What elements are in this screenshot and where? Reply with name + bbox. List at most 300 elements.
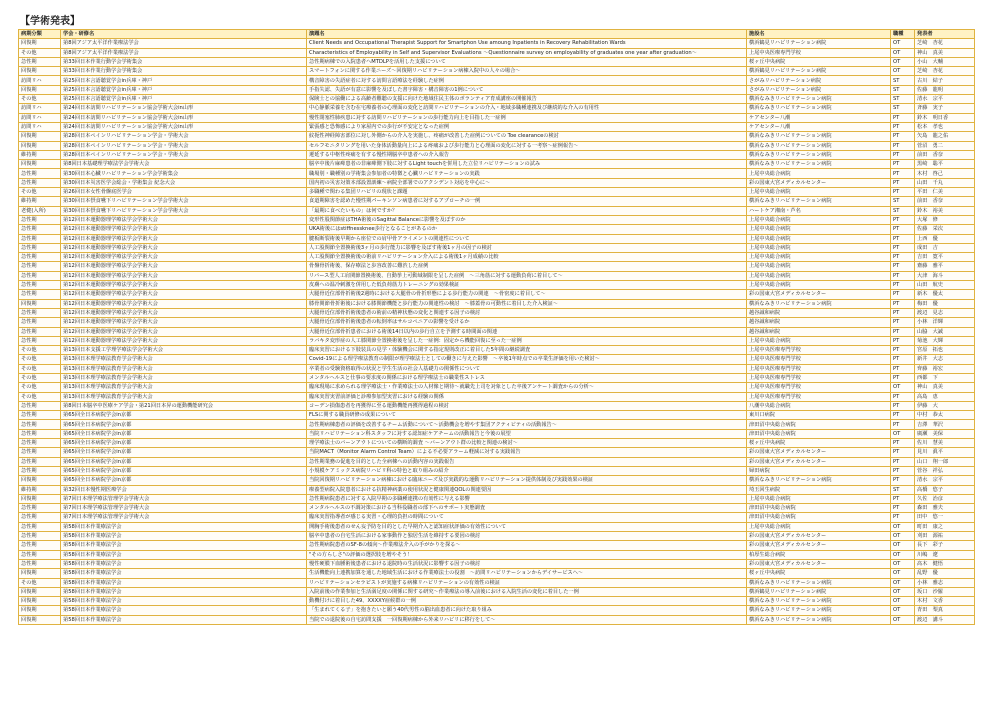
cell-job-type: OT [891,615,915,624]
cell-conference: 第25回日本言語聴覚学会in兵庫・神戸 [61,85,307,94]
table-row [19,85,975,94]
cell-conference: 第28回日本ペインリハビリテーション学会・学術大会 [61,141,307,150]
cell-facility: 上尾中央医療専門学校 [747,48,891,57]
cell-conference: 第58回日本作業療法学会 [61,578,307,587]
document-page [18,14,974,625]
cell-presenter: 前田 香奈 [915,150,975,159]
cell-job-type: PT [891,281,915,290]
cell-presenter: 矢島 龍之佑 [915,132,975,141]
cell-stage: 急性期 [19,234,61,243]
cell-job-type: OT [891,578,915,587]
cell-facility: 桜ヶ丘中央病院 [747,439,891,448]
table-row [19,39,975,48]
table-row [19,476,975,485]
cell-presenter: 町田 康之 [915,522,975,531]
cell-presentation-title: 食道期障害を認めた慢性期パーキンソン病患者に対するアプローチの一例 [307,197,747,206]
cell-presentation-title: 臨床現場に求められる理学療法士・作業療法士の人材像と期待～就職先上司を対象とした卒後アンケート調査からの分析～ [307,383,747,392]
cell-facility: 越谷誠和病院 [747,318,891,327]
cell-conference: 第30回日本災害医学会総会・学術集会 紀念大会 [61,178,307,187]
header-stage: 病期分類 [19,30,61,39]
table-row [19,197,975,206]
cell-stage: 急性期 [19,243,61,252]
cell-facility: 彩の国東大宮メディカルセンター [747,178,891,187]
cell-facility: 横浜なみきリハビリテーション病院 [747,132,891,141]
cell-stage: 急性期 [19,513,61,522]
header-facility: 施設名 [747,30,891,39]
table-row [19,262,975,271]
header-conference: 学会・研修名 [61,30,307,39]
cell-job-type: PT [891,308,915,317]
table-row [19,104,975,113]
table-row [19,281,975,290]
cell-stage: その他 [19,392,61,401]
cell-stage: 回復期 [19,160,61,169]
cell-presentation-title: "その方らしさ"の評価の選択肢を増やそう！ [307,550,747,559]
table-row [19,373,975,382]
cell-presentation-title: 職場別・職種別の学術集会参加者の特徴と心臓リハビリテーションの実践 [307,169,747,178]
cell-conference: 第13回日本理学療法教育学会学術大会 [61,383,307,392]
cell-presentation-title: 入院前後の作業参加と生活満足度の関係に関する研究～作業療法の導入前後における入院生活の変化に着目した一例 [307,587,747,596]
cell-conference: 第58回日本作業療法学会 [61,532,307,541]
cell-facility: 横浜なみきリハビリテーション病院 [747,141,891,150]
cell-conference: 第12回日本運動器理学療法学会学術大会 [61,271,307,280]
cell-presentation-title: 急性期病棟患者の評価を改善するチーム活動について～活動機会を増やす集団アクティビティの活動報告～ [307,420,747,429]
cell-presentation-title: 紋扼性神経障害部位に対し外側からの介入を実施し、疼痛が改善した症例についての Toe clearanceの検討 [307,132,747,141]
table-row [19,113,975,122]
table-row [19,485,975,494]
header-job-type: 職種 [891,30,915,39]
cell-job-type: OT [891,597,915,606]
cell-presentation-title: 膝骨関節骨折術後における膝関節機能と歩行能力の関連性の検討 ～膝蓋骨の可動性に着目した介入検証～ [307,299,747,308]
cell-presenter: 刈田 源祐 [915,532,975,541]
table-row [19,448,975,457]
cell-stage: 回復期 [19,299,61,308]
cell-stage: その他 [19,346,61,355]
cell-conference: 第33回日本作業行動学会学術集会 [61,67,307,76]
cell-presentation-title: UKA術後にはstiffnessknee歩行となることがあるのか [307,225,747,234]
cell-presentation-title: Client Needs and Occupational Therapist Support for Smartphon Use amoung Inpatients in Recovery Rehabilitation Wards [307,39,747,48]
table-row [19,141,975,150]
cell-presenter: 中村 恭太 [915,411,975,420]
cell-job-type: PT [891,401,915,410]
cell-conference: 第12回日本運動器理学療法学会学術大会 [61,262,307,271]
cell-conference: 第65回全日本病院学会in京都 [61,411,307,420]
cell-presenter: 吉澤 華沢 [915,420,975,429]
cell-conference: 第65回全日本病院学会in京都 [61,448,307,457]
cell-stage: 急性期 [19,290,61,299]
cell-conference: 第58回日本作業療法学会 [61,569,307,578]
cell-facility: 横浜鶴見リハビリテーション病院 [747,67,891,76]
cell-job-type: OT [891,541,915,550]
cell-conference: 第58回日本作業療法学会 [61,615,307,624]
cell-stage: 急性期 [19,225,61,234]
cell-presenter: 芝崎 杏花 [915,39,975,48]
cell-presenter: 乱野 優 [915,569,975,578]
cell-presentation-title: 理学療法士のバーンアウトについての横断的調査 ～バーンアウト群の比較と関連の検討～ [307,439,747,448]
table-row [19,271,975,280]
cell-presenter: 佐川 慧美 [915,439,975,448]
cell-presentation-title: スマートフォンに関する作業ニーズ～回復期リハビリテーション病棟入院中の人々の場合～ [307,67,747,76]
cell-presenter: 鈴木 裕美 [915,206,975,215]
cell-facility: 津田沼中央総合病院 [747,504,891,513]
cell-stage: 回復期 [19,615,61,624]
table-row [19,364,975,373]
table-row [19,439,975,448]
table-row [19,494,975,503]
cell-stage: 回復期 [19,85,61,94]
cell-facility: 横浜なみきリハビリテーション病院 [747,95,891,104]
cell-stage: 回復期 [19,141,61,150]
cell-facility: 横浜鶴見リハビリテーション病院 [747,39,891,48]
cell-job-type: PT [891,150,915,159]
cell-facility: 八潮中央総合病院 [747,401,891,410]
cell-conference: 第12回日本運動器理学療法学会学術大会 [61,215,307,224]
cell-presentation-title: 臨床実習実習前評価と診療参加型実習における経験の関係 [307,392,747,401]
cell-conference: 第12回日本運動器理学療法学会学術大会 [61,308,307,317]
cell-job-type: ST [891,104,915,113]
cell-stage: 維持期 [19,150,61,159]
cell-job-type: PT [891,476,915,485]
cell-stage: 維持期 [19,485,61,494]
cell-conference: 第24回日本訪問リハビリテーション協会学術大会in山形 [61,122,307,131]
table-row [19,48,975,57]
cell-presenter: 新井 大志 [915,355,975,364]
table-row [19,132,975,141]
cell-presentation-title: 開胸手術後患者のせん妄予防を目的とした早期介入と認知症状評価の有効性について [307,522,747,531]
cell-facility: 柏厚生総合病院 [747,550,891,559]
table-row [19,76,975,85]
cell-facility: 横浜なみきリハビリテーション病院 [747,197,891,206]
cell-conference: 第8回日本基礎理学療法学会学術大会 [61,160,307,169]
cell-conference: 第13回日本理学療法教育学会学術大会 [61,392,307,401]
cell-presentation-title: メンタルヘルスの不調対策における当科役職者の部下へのサポート実態調査 [307,504,747,513]
table-row [19,420,975,429]
cell-conference: 第13回日本理学療法教育学会学術大会 [61,355,307,364]
table-row [19,355,975,364]
cell-job-type: PT [891,392,915,401]
table-row [19,541,975,550]
cell-facility: 横浜なみきリハビリテーション病院 [747,160,891,169]
table-row [19,95,975,104]
cell-presentation-title: 中心静脈栄養を含む在宅療養者の心理面の変化と訪問リハビリテーションの介入・地域多職種連携及び継続的な介入の有用性 [307,104,747,113]
cell-job-type: PT [891,494,915,503]
cell-presentation-title: 変形性股関節症はTHA術後のSagittal Balanceに影響を及ぼすのか [307,215,747,224]
cell-presenter: 黒崎 聡平 [915,160,975,169]
cell-presentation-title: リハビリテーションセラピストが実施する病棟リハビリテーションの有効性の検証 [307,578,747,587]
cell-stage: 急性期 [19,439,61,448]
cell-presentation-title: 急性期病棟での入院患者へMTDLPを活用した支援について [307,57,747,66]
cell-job-type: PT [891,504,915,513]
table-row [19,150,975,159]
cell-presenter: 森田 雅夫 [915,504,975,513]
cell-stage: 急性期 [19,178,61,187]
cell-job-type: OT [891,383,915,392]
cell-presentation-title: リバース型人工肩関節置換術後、自動挙上可動域制限を呈した症例 ～三角筋に対する運動負荷に着目して～ [307,271,747,280]
cell-presentation-title: 大腿骨近位部骨折患者における術後14日以内の歩行自立を予測する時間面の関連 [307,327,747,336]
table-row [19,513,975,522]
cell-conference: 第65回全日本病院学会in京都 [61,439,307,448]
cell-presentation-title: 骨盤骨折術後、保存療法と歩容改善に難渋した症例 [307,262,747,271]
cell-presentation-title: 臨床実習における下肢装具の見学・体験機会に関する指定規則改正に着目した5年間の継続調査 [307,346,747,355]
cell-presentation-title: Covid-19による理学療法教育の制限が理学療法士としての働きに与えた影響 ～卒後1年時点での卒業生評価を用いた検討～ [307,355,747,364]
cell-facility: 横浜鶴見リハビリテーション病院 [747,587,891,596]
table-row [19,160,975,169]
table-row [19,169,975,178]
table-row [19,327,975,336]
cell-job-type: OT [891,559,915,568]
table-row [19,597,975,606]
cell-stage: 訪問リハ [19,104,61,113]
cell-job-type: PT [891,290,915,299]
cell-facility: ケアセンター八潮 [747,113,891,122]
cell-presenter: 西都 下 [915,373,975,382]
table-row [19,522,975,531]
cell-conference: 第13回日本理学療法教育学会学術大会 [61,364,307,373]
cell-stage: その他 [19,48,61,57]
cell-conference: 第12回日本運動器理学療法学会学術大会 [61,253,307,262]
cell-presentation-title: 急性期病院患者のSF-8の傾向～作業療法介入の手がかりを探る～ [307,541,747,550]
cell-presentation-title: 手指失認、失語が有意に影響を及ぼした書字障害・構音障害の1例について [307,85,747,94]
cell-facility: 桜ヶ丘中央病院 [747,569,891,578]
cell-conference: 第12回日本運動器理学療法学会学術大会 [61,234,307,243]
cell-presentation-title: 国内初の災害対策本部設置訓練～病院全部署でのアクシデント対応を中心に～ [307,178,747,187]
cell-presenter: 木村 啓己 [915,169,975,178]
cell-facility: 婦田病院 [747,466,891,475]
cell-job-type: OT [891,57,915,66]
cell-facility: 上尾中央総合病院 [747,522,891,531]
cell-facility: 埼玉回生病院 [747,485,891,494]
cell-presenter: 小山 大輔 [915,57,975,66]
cell-facility: 津田沼中央総合病院 [747,429,891,438]
cell-job-type: PT [891,141,915,150]
cell-job-type: PT [891,466,915,475]
cell-facility: 上尾中央医療専門学校 [747,373,891,382]
cell-presentation-title: 当院リハビリテーション科スタッフに対する認知症ケアチームの活動報告と今後の展望 [307,429,747,438]
cell-conference: 第12回日本運動器理学療法学会学術大会 [61,281,307,290]
cell-stage: 急性期 [19,420,61,429]
cell-job-type: OT [891,429,915,438]
cell-presenter: 渡辺 見志 [915,308,975,317]
cell-stage: 回復期 [19,569,61,578]
cell-presentation-title: 「最期に食べたいもの」は何ですか？ [307,206,747,215]
cell-presenter: 伊藤 大 [915,401,975,410]
table-row [19,299,975,308]
cell-presentation-title: 療養型病院入院患者における抗精神病薬の使用状況と健康関連QOLの関連要因 [307,485,747,494]
cell-presenter: 久佐 治彦 [915,494,975,503]
cell-facility: 桜ヶ丘中央病院 [747,57,891,66]
cell-conference: 第13回日本支援工学理学療法学会学術大会 [61,346,307,355]
cell-facility: 越谷誠和病院 [747,327,891,336]
cell-presenter: 宮原 拓也 [915,346,975,355]
table-row [19,411,975,420]
table-row [19,532,975,541]
cell-conference: 第58回日本作業療法学会 [61,541,307,550]
cell-stage: 回復期 [19,606,61,615]
table-row [19,253,975,262]
cell-presenter: 齊藤 裕宏 [915,364,975,373]
cell-presentation-title: 卒業者の受験資格取得の状況と学生生活の社会人基礎力の関係性について [307,364,747,373]
cell-facility: 上尾中央医療専門学校 [747,383,891,392]
cell-job-type: PT [891,178,915,187]
cell-job-type: ST [891,95,915,104]
cell-job-type: PT [891,513,915,522]
cell-conference: 第13回日本理学療法教育学会学術大会 [61,373,307,382]
cell-presenter: 菅沼 勇二 [915,141,975,150]
cell-facility: 横浜なみきリハビリテーション病院 [747,597,891,606]
cell-stage: 急性期 [19,448,61,457]
cell-facility: 越谷誠和病院 [747,308,891,317]
cell-presenter: 芝崎 杏花 [915,67,975,76]
cell-presenter: 菅谷 祥弘 [915,466,975,475]
cell-presenter: 小林 雅志 [915,578,975,587]
cell-conference: 第30回日本摂食嚥下リハビリテーション学会学術大会 [61,197,307,206]
cell-presenter: 山口 翔一郎 [915,457,975,466]
cell-job-type: OT [891,550,915,559]
cell-facility: 上尾中央総合病院 [747,336,891,345]
cell-facility: 彩の国東大宮メディカルセンター [747,448,891,457]
cell-job-type: ST [891,76,915,85]
cell-facility: ハートケア湘南・芦名 [747,206,891,215]
cell-conference: 第58回日本作業療法学会 [61,606,307,615]
cell-stage: 訪問リハ [19,113,61,122]
cell-facility: さがみリハビリテーション病院 [747,85,891,94]
cell-facility: 彩の国東大宮メディカルセンター [747,541,891,550]
cell-job-type: PT [891,160,915,169]
cell-presenter: 古川 結子 [915,76,975,85]
cell-facility: 上尾中央総合病院 [747,215,891,224]
cell-presenter: 長下 彩子 [915,541,975,550]
cell-presenter: 斉藤 実子 [915,104,975,113]
table-row [19,215,975,224]
cell-conference: 第26回日本女性骨盤底医学会 [61,188,307,197]
table-row [19,578,975,587]
cell-presentation-title: 小規模ケアミックス病院リハビリ科の特色と取り組みの紹介 [307,466,747,475]
cell-stage: 回復期 [19,597,61,606]
table-row [19,225,975,234]
cell-facility: 津田沼中央総合病院 [747,513,891,522]
cell-presenter: 清水 宗平 [915,476,975,485]
cell-presentation-title: 大腿骨近位部骨折術後2週時における大腿骨の骨折形態による歩行能力の関連 ～骨密度に着目して～ [307,290,747,299]
cell-conference: 第58回日本作業療法学会 [61,550,307,559]
table-row [19,401,975,410]
cell-job-type: PT [891,234,915,243]
cell-presentation-title: 当院での退院後の自宅訪問支援 一回復期病棟から外来リハビリに移行をして～ [307,615,747,624]
cell-facility: 上尾中央総合病院 [747,253,891,262]
table-row [19,392,975,401]
cell-job-type: PT [891,215,915,224]
cell-conference: 第12回日本運動器理学療法学会学術大会 [61,318,307,327]
cell-presenter: 渡辺 講斗 [915,615,975,624]
cell-job-type: ST [891,206,915,215]
cell-presenter: 髙木 健悟 [915,559,975,568]
cell-conference: 第32回日本慢性期医療学会 [61,485,307,494]
cell-presentation-title: 保険士との協働による高齢者難聴の支援に向けた地域住民主体のボランティア育成講座の開催報告 [307,95,747,104]
cell-presentation-title: 脳卒中後片麻痺患者の非麻痺側下肢に対するLight touchを併用した立位リハビリテーションの試み [307,160,747,169]
cell-job-type: PT [891,439,915,448]
table-row [19,466,975,475]
cell-conference: 第58回日本作業療法学会 [61,597,307,606]
cell-conference: 第12回日本運動器理学療法学会学術大会 [61,290,307,299]
cell-stage: 急性期 [19,215,61,224]
cell-presenter: 神山 真美 [915,383,975,392]
cell-presentation-title: 当院MACT（Monitor Alarm Control Team）による不必要アラーム軽減に対する実践報告 [307,448,747,457]
cell-presenter: 見川 眞平 [915,448,975,457]
table-row [19,615,975,624]
header-presentation-title: 演題名 [307,30,747,39]
cell-stage: 急性期 [19,308,61,317]
cell-stage: 急性期 [19,281,61,290]
cell-presenter: 平田 仁美 [915,188,975,197]
cell-job-type: PT [891,122,915,131]
cell-presenter: 前田 香奈 [915,197,975,206]
cell-job-type: ST [891,197,915,206]
cell-facility: さがみリハビリテーション病院 [747,76,891,85]
cell-job-type: OT [891,522,915,531]
cell-stage: 急性期 [19,429,61,438]
cell-facility: 横浜なみきリハビリテーション病院 [747,615,891,624]
cell-stage: 回復期 [19,39,61,48]
table-row [19,587,975,596]
cell-conference: 第7回日本理学療法管理学会学術大会 [61,494,307,503]
cell-stage: その他 [19,578,61,587]
cell-conference: 第25回日本言語聴覚学会in兵庫・神戸 [61,95,307,104]
cell-conference: 第8回アジア太平洋作業療法学会 [61,39,307,48]
cell-facility: 彩の国東大宮メディカルセンター [747,559,891,568]
cell-presenter: 吉田 寛平 [915,253,975,262]
cell-stage: 急性期 [19,318,61,327]
cell-facility: 横浜なみきリハビリテーション病院 [747,578,891,587]
cell-job-type: PT [891,262,915,271]
cell-conference: 第25回日本言語聴覚学会in兵庫・神戸 [61,76,307,85]
cell-presenter: 上西 優 [915,234,975,243]
cell-job-type: PT [891,364,915,373]
table-row [19,290,975,299]
cell-conference: 第8回日本脳卒中医療ケア学会・第21回日本昇の運動機能研究会 [61,401,307,410]
cell-stage: 回復期 [19,476,61,485]
cell-facility: 東川口病院 [747,411,891,420]
cell-facility: 津田沼中央総合病院 [747,420,891,429]
cell-stage: 回復期 [19,67,61,76]
cell-facility: 上尾中央医療専門学校 [747,355,891,364]
cell-facility: 上尾中央総合病院 [747,271,891,280]
cell-presenter: 山田 航史 [915,281,975,290]
cell-stage: その他 [19,383,61,392]
cell-presentation-title: メンタルヘルスと仕事の要求度の関係における理学療法士の職業性ストレス [307,373,747,382]
cell-presentation-title: 遷延する中枢性疼痛を有する慢性期脳卒中患者への介入報告 [307,150,747,159]
cell-stage: その他 [19,364,61,373]
table-row [19,559,975,568]
cell-facility: 横浜なみきリハビリテーション病院 [747,150,891,159]
cell-facility: 横浜なみきリハビリテーション病院 [747,104,891,113]
cell-presentation-title: 腱板断裂術後早期から座位での肩甲骨アライメントの関連性について [307,234,747,243]
cell-stage: 急性期 [19,262,61,271]
cell-presentation-title: 脳卒中患者の自宅生活における家事動作と独居生活を維持する要因の検討 [307,532,747,541]
cell-conference: 第12回日本運動器理学療法学会学術大会 [61,299,307,308]
cell-presenter: 松本 孝也 [915,122,975,131]
cell-presenter: 成田 吉 [915,243,975,252]
table-row [19,606,975,615]
cell-presentation-title: 皮膚への温冷刺激を併用した低負荷筋力トレーニングの効果検証 [307,281,747,290]
cell-stage: 維持期 [19,197,61,206]
cell-presentation-title: 大腿骨近位部骨折術後患者の転倒率はサルコペニアの影響を受けるか [307,318,747,327]
cell-conference: 第65回全日本病院学会in京都 [61,476,307,485]
cell-facility: 横浜なみきリハビリテーション病院 [747,476,891,485]
cell-presentation-title: 緊張感と恐怖感により家屋内での歩行が不安定となった症例 [307,122,747,131]
cell-presenter: 齋藤 雅平 [915,262,975,271]
cell-presenter: 佐藤 龍明 [915,85,975,94]
cell-presenter: 新木 優太 [915,290,975,299]
table-body [19,39,975,625]
